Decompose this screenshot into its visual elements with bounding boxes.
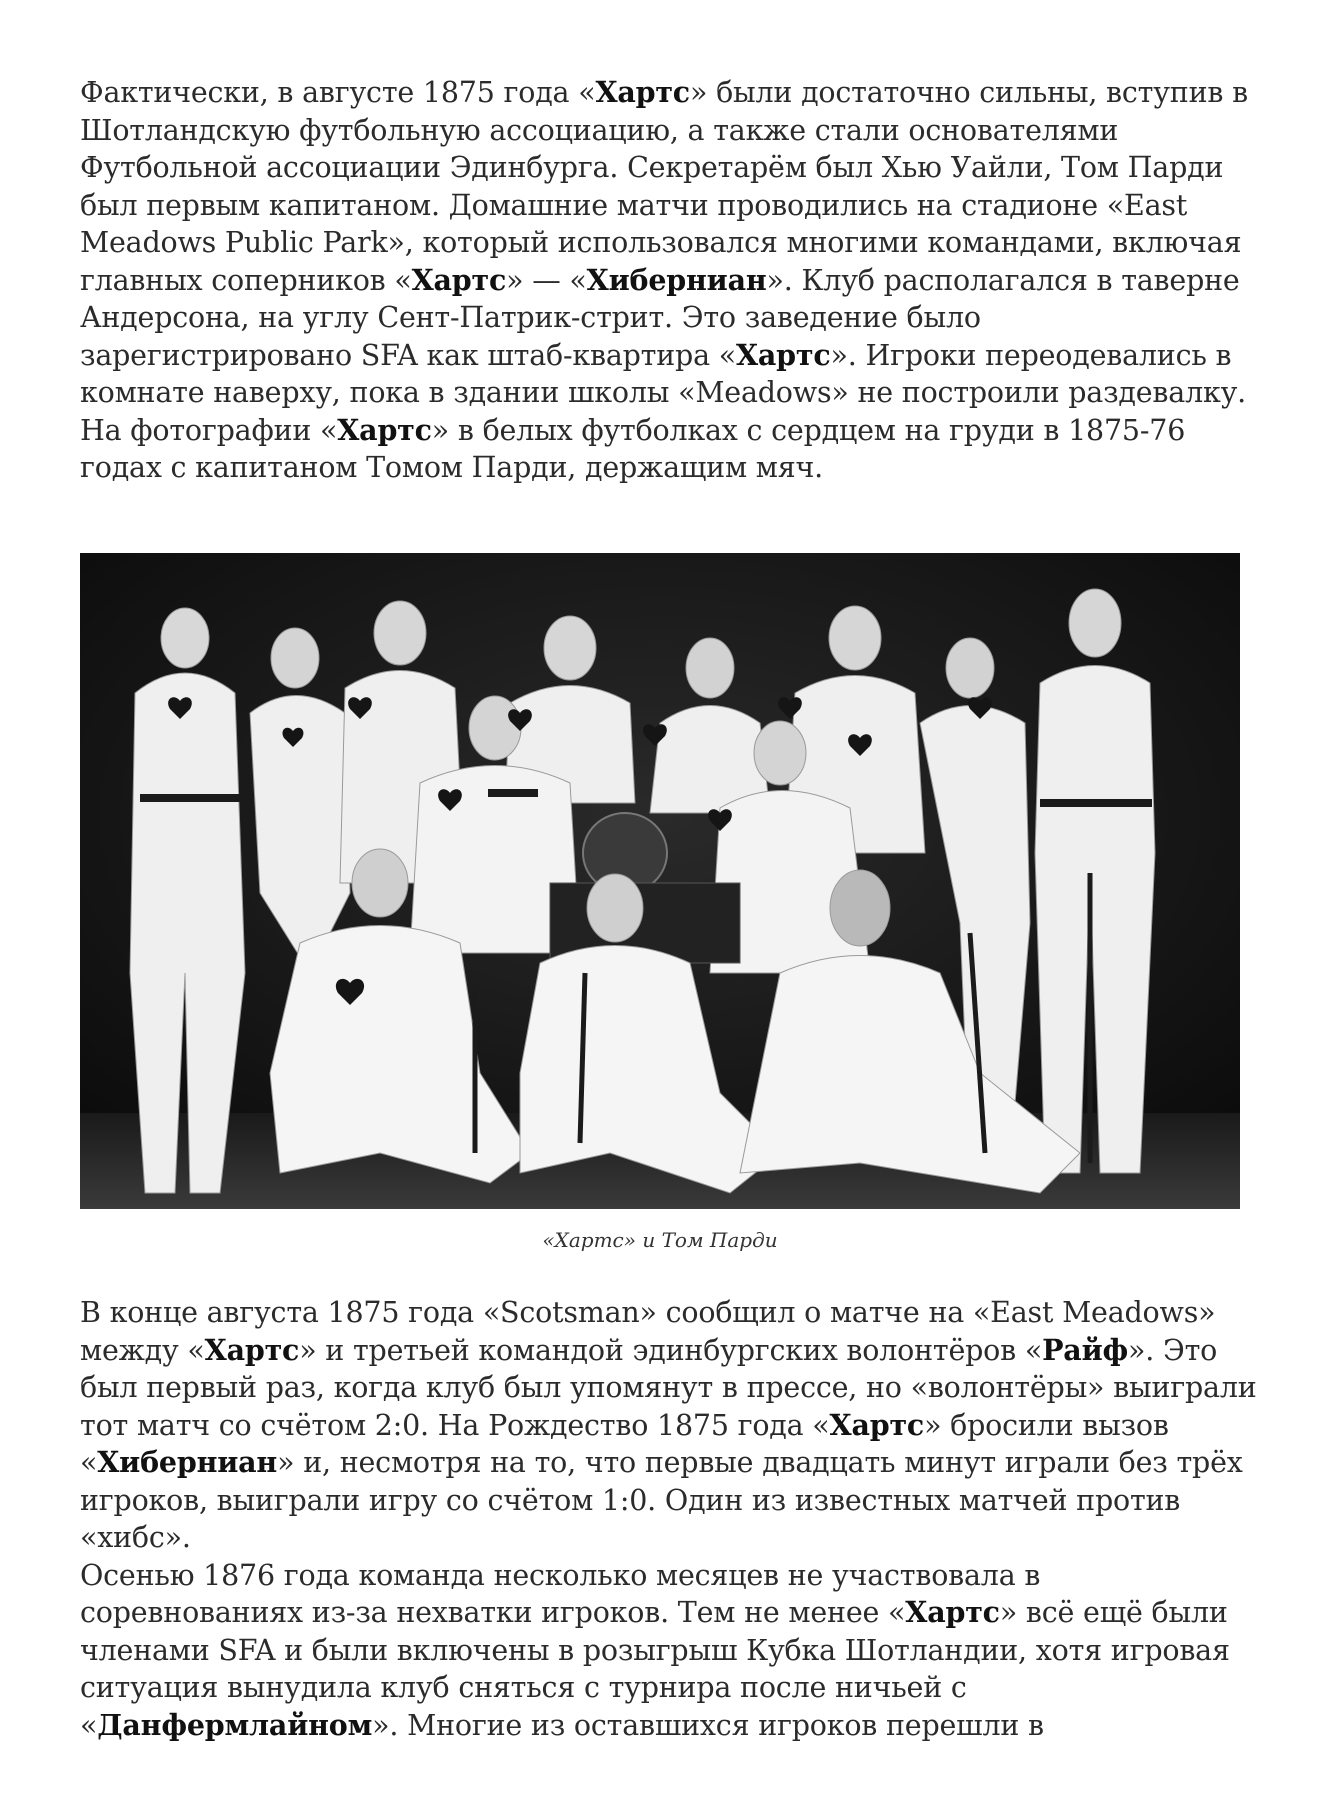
text-run: » и третьей командой эдинбургских волонтёров «	[299, 1333, 1043, 1367]
text-run: » — «	[506, 263, 587, 297]
text-run: ». Клуб располагался в таверне Андерсона, на углу Сент-Патрик-стрит. Это заведение было зарегистрировано SFA как штаб-квартира «	[80, 263, 1240, 372]
text-run: ». Это был первый раз, когда клуб был упомянут в прессе, но «волонтёры» выиграли тот матч со счётом 2:0. На Рождество 1875 года «	[80, 1333, 1257, 1442]
text-run: » в белых футболках с сердцем на груди в 1875-76 годах с капитаном Томом Парди, держащим мяч.	[80, 413, 1186, 484]
team-photo	[80, 553, 1240, 1209]
bold-club-name: Хартс	[595, 75, 690, 109]
text-run: » и, несмотря на то, что первые двадцать минут играли без трёх игроков, выиграли игру со счётом 1:0. Один из известных матчей против «хибс».	[80, 1446, 1243, 1554]
text-run: В конце августа 1875 года «Scotsman» сообщил о матче на «East Meadows» между «	[80, 1296, 1216, 1367]
bold-club-name: Данфермлайном	[97, 1707, 373, 1742]
bold-club-name: Хиберниан	[97, 1445, 278, 1479]
text-run: ». Игроки переодевались в комнате наверху, пока в здании школы «Meadows» не построили раздевалку. На фотографии «	[80, 338, 1247, 447]
text-run: » бросили вызов «	[80, 1408, 1169, 1479]
bold-club-name: Хартс	[204, 1332, 300, 1367]
bold-club-name: Хиберниан	[586, 262, 767, 297]
paragraph-2	[80, 1294, 1260, 1557]
text-run: ». Многие из оставшихся игроков перешли в	[372, 1708, 1044, 1742]
bold-club-name: Хартс	[905, 1595, 1000, 1629]
paragraph-1	[80, 74, 1260, 487]
top-text-block	[80, 74, 1260, 487]
bold-club-name: Хартс	[829, 1407, 925, 1442]
bold-club-name: Хартс	[411, 262, 507, 297]
text-run: » всё ещё были членами SFA и были включены в розыгрыш Кубка Шотландии, хотя игровая ситуация вынудила клуб сняться с турнира после ничьей с «	[80, 1596, 1230, 1742]
bold-club-name: Хартс	[337, 412, 432, 447]
text-run: » были достаточно сильны, вступив в Шотландскую футбольную ассоциацию, а также стали основателями Футбольной ассоциации Эдинбурга. Секретарём был Хью Уайли, Том Парди был первым капитаном. Домашние матчи проводились на стадионе «East Meadows Public Park», который использовался многими командами, включая главных соперников «	[80, 76, 1248, 297]
team-photo-illustration	[80, 553, 1240, 1209]
bold-club-name: Райф	[1042, 1332, 1129, 1367]
bottom-text-block	[80, 1294, 1260, 1744]
text-run: Осенью 1876 года команда несколько месяцев не участвовала в соревнованиях из-за нехватки игроков. Тем не менее «	[80, 1558, 1041, 1629]
bold-club-name: Хартс	[735, 337, 831, 372]
photo-caption: «Хартс» и Том Парди	[542, 1228, 778, 1252]
paragraph-3	[80, 1557, 1260, 1745]
text-run: Фактически, в августе 1875 года «	[80, 76, 596, 109]
